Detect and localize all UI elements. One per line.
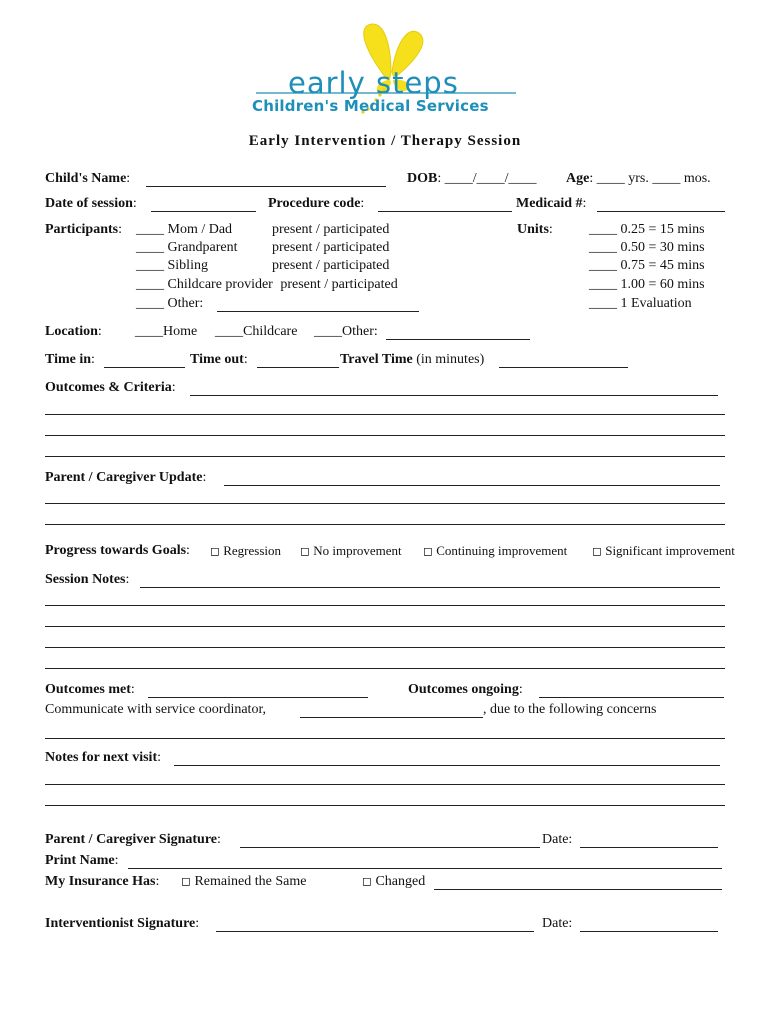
communicate-field[interactable] (300, 717, 483, 718)
date-session-label: Date of session (45, 196, 133, 211)
outcomes-criteria-line[interactable] (45, 456, 725, 457)
session-notes-field[interactable] (140, 587, 720, 588)
location-other-field[interactable] (386, 339, 530, 340)
unit-option[interactable]: ____ 0.25 = 15 mins (589, 222, 705, 237)
next-visit-line[interactable] (45, 784, 725, 785)
participant-who: Sibling (167, 258, 208, 273)
outcomes-met-group: Outcomes met: (45, 682, 135, 697)
age-group: Age: ____ yrs. ____ mos. (566, 171, 711, 186)
outcomes-criteria-field[interactable] (190, 395, 718, 396)
outcomes-criteria-line[interactable] (45, 435, 725, 436)
insurance-label: My Insurance Has (45, 874, 156, 889)
progress-option-continuing[interactable] (423, 543, 567, 559)
checkbox-icon[interactable]: ◻ (362, 874, 372, 888)
parent-date-label: Date: (542, 832, 573, 847)
progress-label: Progress towards Goals (45, 543, 187, 558)
insurance-same-label: Remained the Same (194, 874, 307, 889)
checkbox-icon[interactable]: ◻ (423, 544, 433, 558)
unit-option[interactable]: ____ 0.50 = 30 mins (589, 240, 705, 255)
participant-blank[interactable]: ____ (136, 277, 164, 292)
communicate-end: , due to the following concerns (483, 702, 657, 717)
parent-update-line[interactable] (45, 503, 725, 504)
outcomes-ongoing-group: Outcomes ongoing: (408, 682, 523, 697)
insurance-group: My Insurance Has: (45, 874, 160, 889)
medicaid-field[interactable] (597, 211, 725, 212)
participant-row[interactable] (136, 258, 208, 274)
unit-option[interactable]: ____ 1 Evaluation (589, 296, 692, 311)
location-other[interactable]: ____Other: (314, 324, 378, 339)
next-visit-line[interactable] (45, 805, 725, 806)
procedure-field[interactable] (378, 211, 512, 212)
date-session-group: Date of session: (45, 196, 137, 211)
participant-row[interactable] (136, 277, 398, 293)
participant-who: Other: (167, 296, 204, 311)
date-session-field[interactable] (151, 211, 256, 212)
next-visit-label: Notes for next visit (45, 750, 158, 765)
procedure-label: Procedure code (268, 196, 361, 211)
parent-signature-label: Parent / Caregiver Signature (45, 832, 217, 847)
insurance-changed-option[interactable] (362, 874, 425, 890)
participant-status[interactable]: present / participated (272, 240, 390, 255)
next-visit-group: Notes for next visit: (45, 750, 161, 765)
logo-brand-subtitle: Children's Medical Services (252, 97, 489, 115)
child-name-label: Child's Name (45, 171, 127, 186)
parent-update-label: Parent / Caregiver Update (45, 470, 203, 485)
print-name-group: Print Name: (45, 853, 119, 868)
parent-signature-field[interactable] (240, 847, 540, 848)
progress-group: Progress towards Goals: (45, 543, 190, 558)
location-home[interactable]: ____Home (135, 324, 198, 339)
progress-option-no-improvement[interactable] (300, 543, 402, 559)
progress-option-label: Continuing improvement (436, 543, 568, 558)
medicaid-group: Medicaid #: (516, 196, 587, 211)
parent-update-group: Parent / Caregiver Update: (45, 470, 207, 485)
parent-date-field[interactable] (580, 847, 718, 848)
progress-option-label: Significant improvement (605, 543, 735, 558)
time-out-field[interactable] (257, 367, 339, 368)
parent-update-line[interactable] (45, 524, 725, 525)
participants-group: Participants: (45, 222, 122, 237)
participant-row[interactable] (136, 240, 237, 256)
outcomes-ongoing-label: Outcomes ongoing (408, 682, 519, 697)
communicate-start: Communicate with service coordinator, (45, 702, 267, 717)
outcomes-criteria-label: Outcomes & Criteria (45, 380, 172, 395)
interventionist-signature-field[interactable] (216, 931, 534, 932)
parent-signature-group: Parent / Caregiver Signature: (45, 832, 221, 847)
dob-group: DOB: ____/____/____ (407, 171, 537, 186)
participant-blank[interactable]: ____ (136, 296, 164, 311)
participant-row[interactable] (136, 296, 203, 312)
location-label: Location (45, 324, 98, 339)
location-group: Location: (45, 324, 102, 339)
outcomes-met-label: Outcomes met (45, 682, 131, 697)
participant-status[interactable]: present / participated (272, 222, 390, 237)
checkbox-icon[interactable]: ◻ (181, 874, 191, 888)
travel-time-note: (in minutes) (416, 352, 485, 367)
age-label: Age (566, 171, 590, 186)
travel-time-label: Travel Time (340, 352, 413, 367)
units-label: Units (517, 222, 549, 237)
travel-time-group (340, 352, 484, 368)
next-visit-field[interactable] (174, 765, 720, 766)
participant-who: Mom / Dad (167, 222, 233, 237)
checkbox-icon[interactable]: ◻ (300, 544, 310, 558)
participant-other-field[interactable] (217, 311, 419, 312)
participant-blank[interactable]: ____ (136, 240, 164, 255)
print-name-label: Print Name (45, 853, 115, 868)
location-childcare[interactable]: ____Childcare (215, 324, 298, 339)
unit-option[interactable]: ____ 0.75 = 45 mins (589, 258, 705, 273)
participant-blank[interactable]: ____ (136, 222, 164, 237)
print-name-field[interactable] (128, 868, 722, 869)
outcomes-met-field[interactable] (148, 697, 368, 698)
parent-update-field[interactable] (224, 485, 720, 486)
child-name-row: Child's Name: (45, 171, 131, 186)
interventionist-signature-group: Interventionist Signature: (45, 916, 200, 931)
time-out-label: Time out (190, 352, 244, 367)
outcomes-ongoing-field[interactable] (539, 697, 724, 698)
time-in-label: Time in (45, 352, 92, 367)
participant-who: Grandparent (167, 240, 238, 255)
dob-field[interactable]: ____/____/____ (444, 171, 537, 186)
time-in-field[interactable] (104, 367, 185, 368)
participant-status[interactable]: present / participated (272, 258, 390, 273)
checkbox-icon[interactable]: ◻ (210, 544, 220, 558)
communicate-line[interactable] (45, 738, 725, 739)
age-field[interactable]: ____ yrs. ____ mos. (596, 171, 711, 186)
interventionist-signature-label: Interventionist Signature (45, 916, 196, 931)
insurance-same-option[interactable] (181, 874, 306, 890)
unit-option[interactable]: ____ 1.00 = 60 mins (589, 277, 705, 292)
session-notes-group: Session Notes: (45, 572, 130, 587)
outcomes-criteria-group: Outcomes & Criteria: (45, 380, 176, 395)
participant-who: Childcare provider (167, 277, 273, 292)
interventionist-date-label: Date: (542, 916, 573, 931)
participants-label: Participants (45, 222, 119, 237)
outcomes-criteria-line[interactable] (45, 414, 725, 415)
child-name-field[interactable] (146, 186, 386, 187)
session-notes-label: Session Notes (45, 572, 126, 587)
travel-time-field[interactable] (499, 367, 628, 368)
progress-option-regression[interactable] (210, 543, 281, 559)
units-group: Units: (517, 222, 553, 237)
participant-row[interactable] (136, 222, 232, 238)
participant-status[interactable]: present / participated (280, 277, 398, 292)
dob-label: DOB (407, 171, 438, 186)
checkbox-icon[interactable]: ◻ (592, 544, 602, 558)
progress-option-label: No improvement (313, 543, 402, 558)
insurance-changed-field[interactable] (434, 889, 722, 890)
participant-blank[interactable]: ____ (136, 258, 164, 273)
insurance-changed-label: Changed (375, 874, 426, 889)
session-notes-line[interactable] (45, 626, 725, 627)
session-notes-line[interactable] (45, 668, 725, 669)
logo-brand-name: early steps (288, 66, 459, 100)
early-steps-logo (244, 20, 534, 120)
session-notes-line[interactable] (45, 647, 725, 648)
progress-option-significant[interactable] (592, 543, 735, 559)
time-in-group: Time in: (45, 352, 95, 367)
form-title: Early Intervention / Therapy Session (248, 133, 522, 149)
time-out-group: Time out: (190, 352, 248, 367)
interventionist-date-field[interactable] (580, 931, 718, 932)
medicaid-label: Medicaid # (516, 196, 583, 211)
progress-option-label: Regression (223, 543, 281, 558)
procedure-group: Procedure code: (268, 196, 365, 211)
session-notes-line[interactable] (45, 605, 725, 606)
